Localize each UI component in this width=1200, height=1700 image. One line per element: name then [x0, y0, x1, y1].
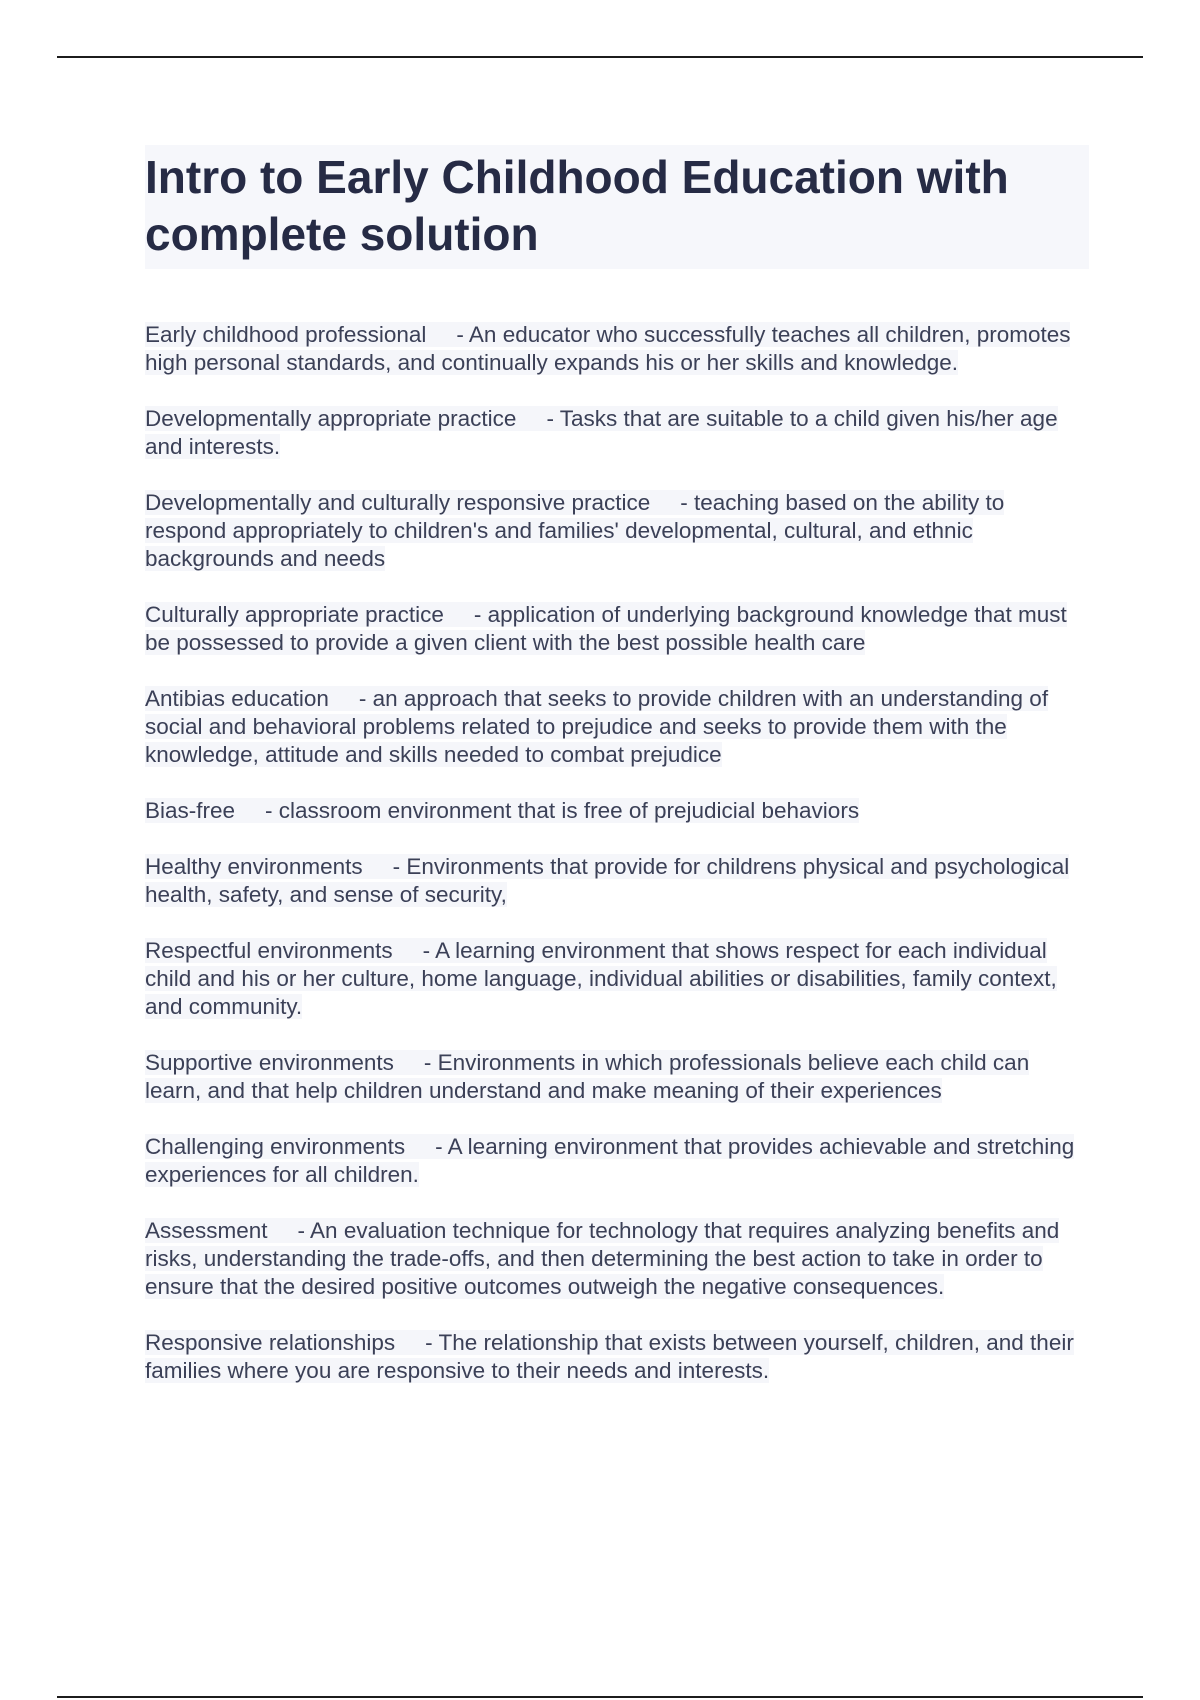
- entry-term: Supportive environments: [145, 1050, 394, 1075]
- entry-definition: - teaching based on the ability to respond appropriately to children's and families' developmental, cultural, and ethnic backgrounds and needs: [145, 490, 1005, 571]
- entry-term: Developmentally appropriate practice: [145, 406, 517, 431]
- entry-definition: - An educator who successfully teaches all children, promotes high personal standards, and continually expands his or her skills and knowledge.: [145, 322, 1071, 375]
- entry-definition: - An evaluation technique for technology that requires analyzing benefits and risks, understanding the trade-offs, and then determining the best action to take in order to ensure that the desired positive outcomes outweigh the negative consequences.: [145, 1218, 1060, 1299]
- glossary-entry: [145, 853, 1089, 909]
- glossary-entry: [145, 1217, 1089, 1301]
- entry-term: Antibias education: [145, 686, 329, 711]
- entry-definition: - The relationship that exists between yourself, children, and their families where you are responsive to their needs and interests.: [145, 1330, 1074, 1383]
- glossary-entry: [145, 1049, 1089, 1105]
- entry-term: Assessment: [145, 1218, 268, 1243]
- entry-definition: - an approach that seeks to provide children with an understanding of social and behavioral problems related to prejudice and seeks to provide them with the knowledge, attitude and skills needed to combat prejudice: [145, 686, 1049, 767]
- glossary-entry: [145, 1329, 1089, 1385]
- glossary-entry: [145, 937, 1089, 1021]
- glossary-entry: [145, 405, 1089, 461]
- glossary-entry: [145, 601, 1089, 657]
- top-rule: [57, 56, 1143, 58]
- entry-term: Healthy environments: [145, 854, 363, 879]
- entry-definition: - Environments that provide for childrens physical and psychological health, safety, and sense of security,: [145, 854, 1070, 907]
- document-body: [145, 145, 1089, 1413]
- title-box: [145, 145, 1089, 269]
- entry-term: Early childhood professional: [145, 322, 427, 347]
- entry-definition: - Environments in which professionals believe each child can learn, and that help children understand and make meaning of their experiences: [145, 1050, 1030, 1103]
- entry-term: Culturally appropriate practice: [145, 602, 444, 627]
- document-title: Intro to Early Childhood Education with complete solution: [145, 151, 1009, 260]
- entry-definition: - A learning environment that provides achievable and stretching experiences for all children.: [145, 1134, 1075, 1187]
- entry-definition: - Tasks that are suitable to a child given his/her age and interests.: [145, 406, 1058, 459]
- glossary-entry: [145, 685, 1089, 769]
- bottom-rule: [57, 1696, 1143, 1698]
- entry-definition: - A learning environment that shows respect for each individual child and his or her culture, home language, individual abilities or disabilities, family context, and community.: [145, 938, 1057, 1019]
- glossary-entry: [145, 1133, 1089, 1189]
- entry-definition: - application of underlying background knowledge that must be possessed to provide a given client with the best possible health care: [145, 602, 1067, 655]
- glossary-entry: [145, 797, 1089, 825]
- entry-term: Developmentally and culturally responsive practice: [145, 490, 651, 515]
- entry-term: Respectful environments: [145, 938, 393, 963]
- glossary-entry: [145, 321, 1089, 377]
- glossary-list: [145, 321, 1089, 1385]
- entry-term: Challenging environments: [145, 1134, 406, 1159]
- entry-term: Responsive relationships: [145, 1330, 396, 1355]
- entry-term: Bias-free: [145, 798, 236, 823]
- glossary-entry: [145, 489, 1089, 573]
- entry-definition: - classroom environment that is free of prejudicial behaviors: [265, 798, 860, 823]
